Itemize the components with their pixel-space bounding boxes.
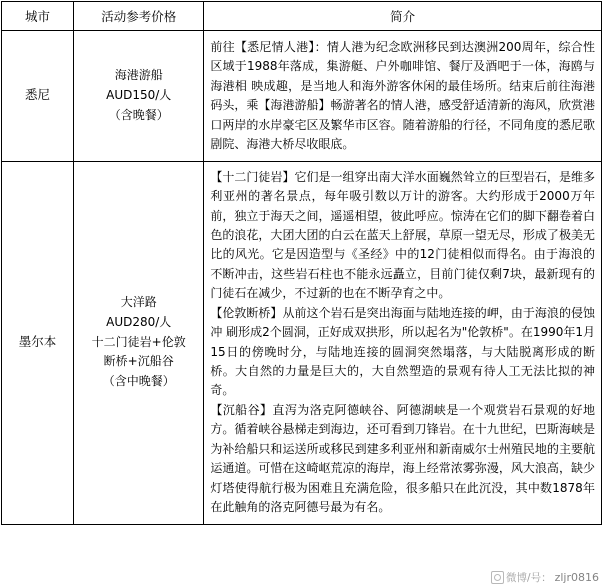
cell-description — [204, 31, 602, 162]
tour-info-table — [1, 1, 602, 525]
description-paragraph: 前往【悉尼情人港】：情人港为纪念欧洲移民到达澳洲200周年，综合性区域于1988年落成，集游艇、户外咖啡馆、餐厅及酒吧于一体，海鸥与海港相 映成趣，是当地人和海外游客休闲的最佳场所。结束后前往海港码头，乘【海港游船】畅游著名的情人港，感受舒适清新的海风，欣赏港口两岸的水岸豪宅区及繁华市区容。随着游船的行径，不同角度的悉尼歌剧院、海港大桥尽收眼底。 — [210, 40, 595, 152]
price-line: AUD150/人 — [106, 87, 172, 102]
column-header-city: 城市 — [2, 2, 74, 31]
description-paragraph: 【十二门徒岩】它们是一组穿出南大洋水面巍然耸立的巨型岩石，是维多利亚州的著名景点，每年吸引数以万计的游客。大约形成于2000万年前，独立于海天之间，遥遥相望，彼此呼应。惊涛在它们的脚下翻卷着白色的浪花，大团大团的白云在蓝天上舒展，草原一望无尽，形成了极美无比的风光。它是因造型与《圣经》中的12门徒相似而得名。由于海浪的不断冲击，这些岩石柱也不能永远矗立，目前门徒仅剩7块，最新现有的门徒石在减少，不过新的也在不断孕育之中。 — [210, 169, 595, 301]
table-row — [2, 31, 602, 162]
cell-description — [204, 161, 602, 524]
price-line: （含中晚餐） — [102, 374, 175, 389]
weibo-icon — [491, 571, 504, 584]
column-header-description: 简介 — [204, 2, 602, 31]
price-line: 海港游船 — [114, 68, 163, 83]
description-paragraph: 【沉船谷】直泻为洛克阿德峡谷、阿德湖峡是一个观赏岩石景观的好地方。循着峡谷悬梯走到海边，还可看到刀锋岩。在十九世纪，巴斯海峡是为补给船只和运送所或移民到建多利亚州和新南威尔士州殖民地的主要航运通道。可惜在这崎岖荒凉的海岸，海上经常浓雾弥漫，风大浪高，缺少灯塔使得航行极为困难且充满危险，很多船只在此沉没，其中数1878年在此触角的洛克阿德号最为有名。 — [210, 402, 595, 515]
watermark-tag-text: 微博/号： — [506, 572, 552, 584]
watermark-id: zljr0816 — [554, 571, 599, 584]
table-header — [2, 2, 602, 31]
table-body — [2, 31, 602, 525]
column-header-price: 活动参考价格 — [74, 2, 204, 31]
cell-city: 墨尔本 — [2, 161, 74, 524]
price-line: 大洋路 — [120, 295, 157, 310]
watermark-label — [491, 570, 552, 585]
watermark — [491, 570, 599, 585]
price-line: AUD280/人 — [106, 314, 172, 329]
cell-price — [74, 161, 204, 524]
table-header-row — [2, 2, 602, 31]
cell-city: 悉尼 — [2, 31, 74, 162]
price-line: 断桥+沉船谷 — [103, 354, 174, 369]
document-page — [0, 1, 603, 588]
cell-price — [74, 31, 204, 162]
table-row — [2, 161, 602, 524]
price-line: （含晚餐） — [108, 107, 169, 122]
price-line: 十二门徒岩+伦敦 — [91, 334, 186, 349]
description-paragraph: 【伦敦断桥】从前这个岩石是突出海面与陆地连接的岬，由于海浪的侵蚀冲 刷形成2个圆洞，正好成双拱形，所以起名为"伦敦桥"。在1990年1月15日的傍晚时分，与陆地连接的圆洞突然塌落，与大陆脱离形成的断桥。大自然的力量是巨大的，大自然塑造的景观有待人工无法比拟的神奇。 — [210, 305, 595, 398]
